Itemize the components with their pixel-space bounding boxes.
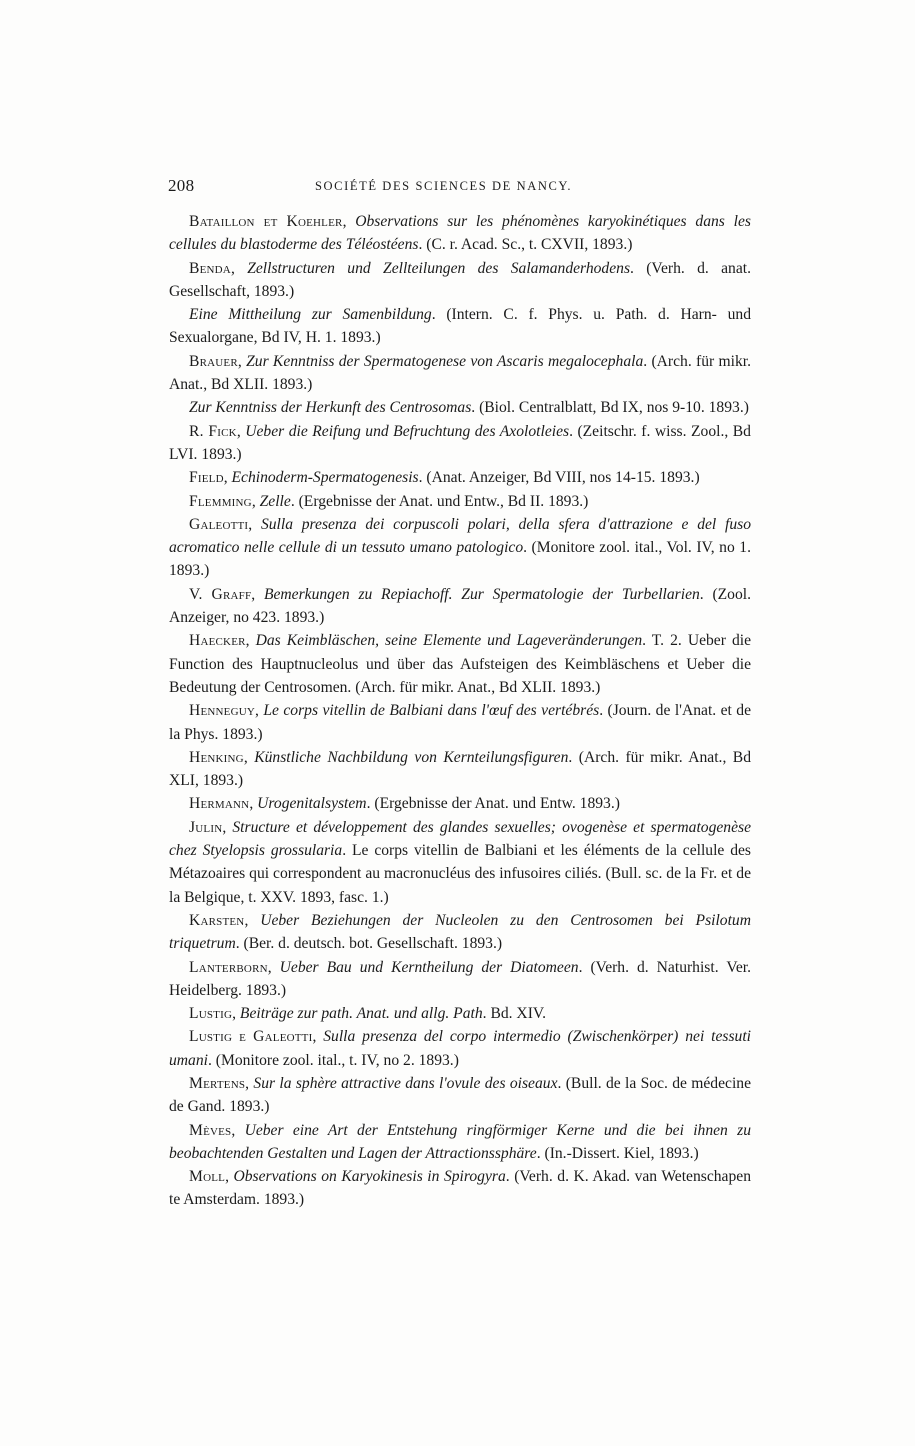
reference-citation: . (Ber. d. deutsch. bot. Gesellschaft. 1893.) — [235, 935, 503, 953]
reference-title: Structure et développement des glandes sexuelles; ovogenèse et spermatogenèse chez Styelopsis grossularia — [169, 818, 752, 860]
reference-citation: . (Ergebnisse der Anat. und Entw., Bd II. 1893.) — [290, 492, 589, 510]
reference-title: Ueber Bau und Kerntheilung der Diatomeen — [279, 958, 579, 976]
reference-entry: Mertens, Sur la sphère attractive dans l'ovule des oiseaux. (Bull. de la Soc. de médecine de Gand. 1893.) — [169, 1074, 751, 1116]
reference-author: Galeotti — [189, 515, 249, 533]
reference-entry: Lustig e Galeotti, Sulla presenza del corpo intermedio (Zwischenkörper) nei tessuti umani. (Monitore zool. ital., t. IV, no 2. 1893.) — [169, 1028, 752, 1069]
reference-citation: . (Journ. de l'Anat. et de la Phys. 1893.) — [169, 702, 751, 743]
reference-citation: . (In.-Dissert. Kiel, 1893.) — [536, 1144, 699, 1162]
reference-title: Ueber die Reifung und Befruchtung des Axolotleies — [245, 422, 570, 440]
reference-entry: V. Graff, Bemerkungen zu Repiachoff. Zur Spermatologie der Turbellarien. (Zool. Anzeiger, no 423. 1893.) — [169, 585, 751, 627]
reference-title: Zelle — [259, 492, 291, 510]
reference-citation: . (Zeitschr. f. wiss. Zool., Bd LVI. 1893.) — [169, 422, 751, 463]
reference-title: Zur Kenntniss der Herkunft des Centrosomas — [189, 399, 472, 417]
reference-title: Eine Mittheilung zur Samenbildung — [189, 306, 432, 324]
reference-entry: Flemming, Zelle. (Ergebnisse der Anat. und Entw., Bd II. 1893.) — [189, 492, 589, 510]
reference-author: Haecker — [189, 632, 246, 650]
reference-title: Sur la sphère attractive dans l'ovule des oiseaux — [253, 1074, 558, 1092]
page-number: 208 — [168, 176, 195, 195]
reference-author: Flemming — [189, 492, 252, 510]
reference-author: Lustig e Galeotti — [189, 1028, 313, 1046]
reference-author: R. Fick — [189, 422, 237, 440]
reference-author: Mertens — [189, 1074, 246, 1092]
reference-citation: . (Biol. Centralblatt, Bd IX, nos 9-10. 1893.) — [471, 399, 749, 417]
reference-author: Field — [189, 469, 224, 487]
reference-citation: . (Arch. für mikr. Anat., Bd XLI, 1893.) — [169, 748, 751, 790]
reference-citation: . (Arch. für mikr. Anat., Bd XLII. 1893.) — [169, 352, 751, 394]
reference-citation: . Le corps vitellin de Balbiani et les éléments de la cellule des Métazoaires qui correspondent au macronucléus des infusoires ciliés. (Bull. sc. de la Fr. et de la Belgique, t. XXV. 1893, fasc. 1.) — [169, 842, 752, 906]
reference-title: Sulla presenza del corpo intermedio (Zwischenkörper) nei tessuti umani — [169, 1028, 752, 1069]
reference-title: Urogenitalsystem — [257, 795, 367, 813]
reference-citation: . (Monitore zool. ital., Vol. IV, no 1. 1893.) — [169, 539, 751, 580]
running-head: SOCIÉTÉ DES SCIENCES DE NANCY. — [315, 179, 573, 193]
reference-citation: . (Verh. d. Naturhist. Ver. Heidelberg. 1893.) — [169, 958, 751, 999]
reference-citation: . (Bull. de la Soc. de médecine de Gand. 1893.) — [169, 1074, 751, 1116]
reference-citation: . T. 2. Ueber die Function des Hauptnucleolus und über das Aufsteigen des Keimbläschens et Ueber die Bedeutung der Centrosomen. (Arch. für mikr. Anat., Bd XLII. 1893.) — [169, 632, 751, 696]
reference-title: Das Keimbläschen, seine Elemente und Lageveränderungen — [255, 632, 643, 650]
reference-entry: Field, Echinoderm-Spermatogenesis. (Anat. Anzeiger, Bd VIII, nos 14-15. 1893.) — [189, 469, 700, 487]
page-header — [168, 176, 750, 202]
reference-entry: Henking, Künstliche Nachbildung von Kernteilungsfiguren. (Arch. für mikr. Anat., Bd XLI, 1893.) — [169, 748, 751, 790]
reference-author: Brauer — [189, 352, 238, 370]
reference-entry: Lanterborn, Ueber Bau und Kerntheilung der Diatomeen. (Verh. d. Naturhist. Ver. Heidelberg. 1893.) — [169, 958, 751, 999]
reference-title: Bemerkungen zu Repiachoff. Zur Spermatologie der Turbellarien — [263, 585, 700, 603]
reference-author: Hermann — [189, 795, 250, 813]
reference-entry: Julin, Structure et développement des glandes sexuelles; ovogenèse et spermatogenèse chez Styelopsis grossularia. Le corps vitellin de Balbiani et les éléments de la cellule des Métazoaires qui correspondent au macronucléus des infusoires ciliés. (Bull. sc. de la Fr. et de la Belgique, t. XXV. 1893, fasc. 1.) — [169, 818, 752, 906]
reference-citation: . (Anat. Anzeiger, Bd VIII, nos 14-15. 1893.) — [418, 469, 700, 487]
reference-title: Zellstructuren und Zellteilungen des Salamanderhodens — [247, 259, 631, 277]
reference-entry: Brauer, Zur Kenntniss der Spermatogenese von Ascaris megalocephala. (Arch. für mikr. Anat., Bd XLII. 1893.) — [169, 352, 751, 394]
reference-entry: Galeotti, Sulla presenza dei corpuscoli polari, della sfera d'attrazione e del fuso acromatico nelle cellule di un tessuto umano patologico. (Monitore zool. ital., Vol. IV, no 1. 1893.) — [169, 515, 752, 580]
reference-author: Bataillon et Koehler — [189, 213, 343, 230]
reference-entry — [169, 396, 751, 419]
reference-title: Beiträge zur path. Anat. und allg. Path — [239, 1005, 483, 1023]
reference-author: Benda — [189, 259, 231, 277]
reference-citation: . Bd. XIV. — [482, 1005, 547, 1023]
reference-title: Sulla presenza dei corpuscoli polari, della sfera d'attrazione e del fuso acromatico nelle cellule di un tessuto umano patologico — [169, 515, 752, 557]
reference-title: Echinoderm-Spermatogenesis — [231, 469, 419, 487]
reference-citation: . (Monitore zool. ital., t. IV, no 2. 1893.) — [207, 1051, 459, 1069]
reference-title: Observations sur les phénomènes karyokinétiques dans les cellules du blastoderme des Téléostéens — [169, 213, 751, 254]
reference-author: Henking — [189, 748, 244, 766]
reference-entry — [169, 303, 751, 350]
reference-citation: . (Verh. d. anat. Gesellschaft, 1893.) — [169, 259, 751, 300]
reference-title: Zur Kenntniss der Spermatogenese von Ascaris megalocephala — [246, 352, 644, 370]
reference-author: Moll — [189, 1168, 226, 1186]
reference-citation: . (Intern. C. f. Phys. u. Path. d. Harn- und Sexualorgane, Bd IV, H. 1. 1893.) — [169, 306, 751, 347]
reference-citation: . (Verh. d. K. Akad. van Wetenschapen te Amsterdam. 1893.) — [169, 1168, 751, 1209]
reference-entry: Bataillon et Koehler, Observations sur les phénomènes karyokinétiques dans les cellules du blastoderme des Téléostéens. (C. r. Acad. Sc., t. CXVII, 1893.) — [169, 213, 751, 254]
reference-entry: Karsten, Ueber Beziehungen der Nucleolen zu den Centrosomen bei Psilotum triquetrum. (Ber. d. deutsch. bot. Gesellschaft. 1893.) — [169, 911, 751, 953]
reference-author: Mèves — [189, 1121, 232, 1139]
reference-author: Karsten — [189, 911, 245, 929]
reference-citation: . (C. r. Acad. Sc., t. CXVII, 1893.) — [418, 236, 633, 254]
reference-title: Le corps vitellin de Balbiani dans l'œuf des vertébrés — [263, 702, 600, 720]
reference-entry: Benda, Zellstructuren und Zellteilungen des Salamanderhodens. (Verh. d. anat. Gesellschaft, 1893.) — [169, 259, 751, 300]
reference-title: Observations on Karyokinesis in Spirogyra — [233, 1168, 506, 1186]
reference-entry: Henneguy, Le corps vitellin de Balbiani dans l'œuf des vertébrés. (Journ. de l'Anat. et de la Phys. 1893.) — [169, 702, 751, 743]
reference-entry: R. Fick, Ueber die Reifung und Befruchtung des Axolotleies. (Zeitschr. f. wiss. Zool., Bd LVI. 1893.) — [169, 422, 751, 463]
reference-title: Ueber eine Art der Entstehung ringförmiger Kerne und die bei ihnen zu beobachtenden Gestalten und Lagen der Attractionssphäre — [169, 1121, 752, 1162]
reference-citation: . (Zool. Anzeiger, no 423. 1893.) — [169, 585, 751, 627]
reference-author: V. Graff — [189, 585, 252, 603]
reference-entry: Hermann, Urogenitalsystem. (Ergebnisse der Anat. und Entw. 1893.) — [189, 795, 620, 813]
reference-title: Ueber Beziehungen der Nucleolen zu den Centrosomen bei Psilotum triquetrum — [169, 911, 751, 953]
reference-author: Lustig — [189, 1005, 233, 1023]
reference-author: Julin — [189, 818, 223, 836]
reference-list — [169, 210, 751, 1212]
reference-author: Henneguy — [189, 702, 256, 720]
reference-entry: Moll, Observations on Karyokinesis in Spirogyra. (Verh. d. K. Akad. van Wetenschapen te Amsterdam. 1893.) — [169, 1168, 751, 1209]
reference-entry: Haecker, Das Keimbläschen, seine Elemente und Lageveränderungen. T. 2. Ueber die Function des Hauptnucleolus und über das Aufsteigen des Keimbläschens et Ueber die Bedeutung der Centrosomen. (Arch. für mikr. Anat., Bd XLII. 1893.) — [169, 632, 751, 696]
reference-title: Künstliche Nachbildung von Kernteilungsfiguren — [254, 748, 569, 766]
reference-citation: . (Ergebnisse der Anat. und Entw. 1893.) — [366, 795, 620, 813]
reference-author: Lanterborn — [189, 958, 268, 976]
reference-entry: Mèves, Ueber eine Art der Entstehung ringförmiger Kerne und die bei ihnen zu beobachtenden Gestalten und Lagen der Attractionssphäre. (In.-Dissert. Kiel, 1893.) — [169, 1121, 752, 1162]
reference-entry: Lustig, Beiträge zur path. Anat. und allg. Path. Bd. XIV. — [189, 1005, 547, 1023]
